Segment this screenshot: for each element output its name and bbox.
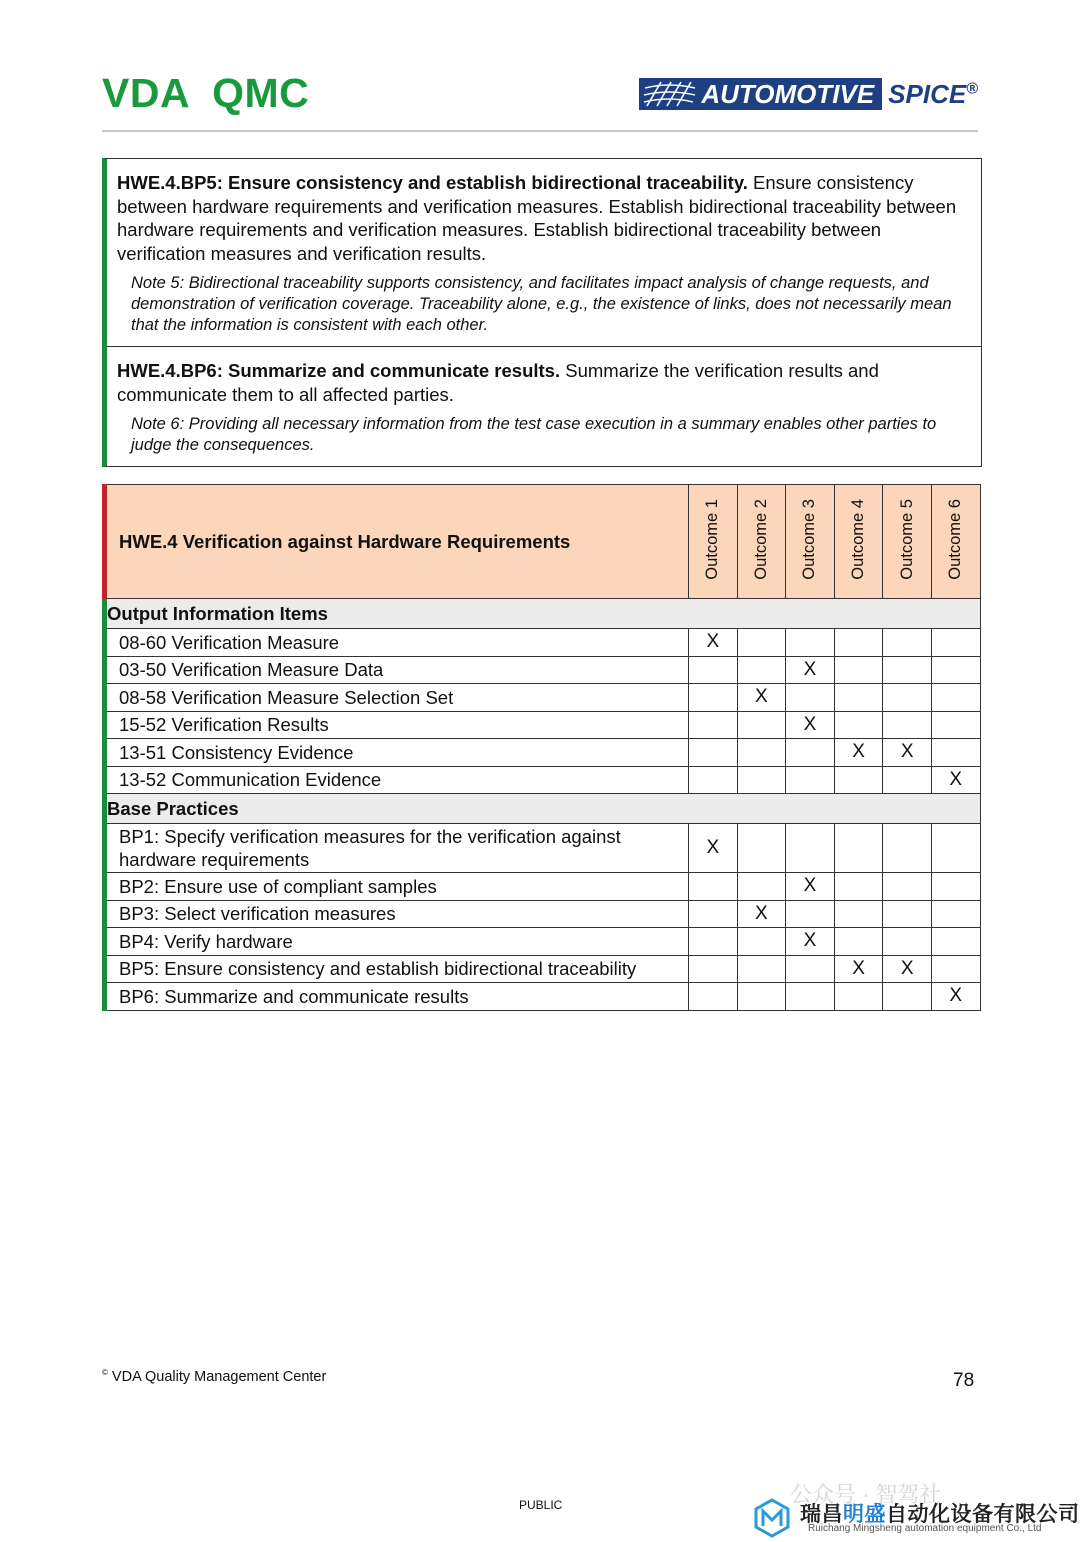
- outcome-3-cell: [786, 900, 835, 928]
- output-item-row-label: 08-60 Verification Measure: [105, 629, 689, 657]
- outcome-header: Outcome 6: [931, 485, 980, 599]
- spice-word: SPICE: [888, 78, 967, 109]
- outcome-3-cell: X: [786, 656, 835, 684]
- outcome-5-cell: [883, 766, 932, 794]
- outcome-5-cell: [883, 656, 932, 684]
- company-name-en: Ruichang Mingsheng automation equipment Co., Ltd: [808, 1523, 1042, 1534]
- output-item-row: [105, 629, 981, 657]
- outcome-6-cell: [931, 900, 980, 928]
- output-item-row: [105, 684, 981, 712]
- section-header-row: [105, 794, 981, 824]
- outcome-3-cell: [786, 824, 835, 873]
- outcome-4-cell: [834, 711, 883, 739]
- outcome-5-cell: [883, 711, 932, 739]
- outcome-3-cell: [786, 684, 835, 712]
- outcome-2-cell: [737, 873, 786, 901]
- outcome-5-cell: [883, 983, 932, 1011]
- outcome-4-cell: [834, 873, 883, 901]
- output-item-row: [105, 766, 981, 794]
- outcome-1-cell: X: [689, 824, 738, 873]
- copyright-symbol: ©: [102, 1368, 108, 1377]
- base-practice-row: [105, 873, 981, 901]
- bp6-title: HWE.4.BP6: Summarize and communicate results.: [117, 360, 561, 381]
- classification-label: PUBLIC: [519, 1498, 563, 1512]
- outcome-1-cell: [689, 928, 738, 956]
- outcome-2-cell: [737, 656, 786, 684]
- outcome-5-cell: [883, 900, 932, 928]
- outcome-2-cell: X: [737, 684, 786, 712]
- output-item-row-label: 03-50 Verification Measure Data: [105, 656, 689, 684]
- bp6-note: Note 6: Providing all necessary information from the test case execution in a summary enables other parties to judge the consequences.: [131, 415, 937, 454]
- outcome-1-cell: [689, 873, 738, 901]
- output-item-row: [105, 656, 981, 684]
- output-item-row-label: 13-51 Consistency Evidence: [105, 739, 689, 767]
- outcome-6-cell: [931, 711, 980, 739]
- outcome-1-cell: [689, 739, 738, 767]
- watermark-text: 公众号 · 智驾社: [790, 1482, 942, 1507]
- outcome-3-cell: [786, 766, 835, 794]
- page-header: [102, 70, 978, 130]
- output-item-row-label: 13-52 Communication Evidence: [105, 766, 689, 794]
- outcome-5-cell: [883, 873, 932, 901]
- outcome-1-cell: X: [689, 629, 738, 657]
- outcome-header: Outcome 3: [786, 485, 835, 599]
- base-practice-row: [105, 983, 981, 1011]
- outcome-header: Outcome 4: [834, 485, 883, 599]
- matrix-title: HWE.4 Verification against Hardware Requirements: [105, 485, 689, 599]
- outcome-5-cell: X: [883, 955, 932, 983]
- base-practice-row-label: BP6: Summarize and communicate results: [105, 983, 689, 1011]
- vda-logo-text: VDA: [102, 70, 191, 116]
- company-name-cn: 瑞昌明盛自动化设备有限公司: [800, 1503, 1080, 1526]
- company-watermark: [752, 1496, 1080, 1540]
- outcome-2-cell: X: [737, 900, 786, 928]
- outcome-header: Outcome 1: [689, 485, 738, 599]
- outcome-6-cell: [931, 824, 980, 873]
- section-header: Output Information Items: [105, 599, 981, 629]
- outcome-2-cell: [737, 739, 786, 767]
- vda-qmc-logo: [102, 70, 309, 117]
- outcome-header: Outcome 2: [737, 485, 786, 599]
- copyright-text: VDA Quality Management Center: [107, 1368, 327, 1385]
- outcome-header: Outcome 5: [883, 485, 932, 599]
- bp5-section: [107, 159, 981, 346]
- outcome-1-cell: [689, 955, 738, 983]
- outcome-6-cell: [931, 656, 980, 684]
- base-practice-box: [102, 158, 982, 467]
- outcome-2-cell: [737, 983, 786, 1011]
- outcome-4-cell: [834, 928, 883, 956]
- outcome-6-cell: [931, 928, 980, 956]
- outcome-6-cell: [931, 873, 980, 901]
- outcome-5-cell: [883, 824, 932, 873]
- header-divider: [102, 130, 978, 132]
- outcome-5-cell: [883, 629, 932, 657]
- outcome-6-cell: [931, 684, 980, 712]
- outcome-3-cell: X: [786, 711, 835, 739]
- outcome-5-cell: [883, 928, 932, 956]
- section-header-row: [105, 599, 981, 629]
- matrix-header-row: [105, 485, 981, 599]
- outcome-1-cell: [689, 684, 738, 712]
- base-practice-row-label: BP1: Specify verification measures for the verification against hardware requirements: [105, 824, 689, 873]
- base-practice-row: [105, 824, 981, 873]
- base-practice-row-label: BP4: Verify hardware: [105, 928, 689, 956]
- outcome-1-cell: [689, 983, 738, 1011]
- section-header: Base Practices: [105, 794, 981, 824]
- outcome-4-cell: [834, 629, 883, 657]
- automotive-spice-logo: [639, 78, 978, 110]
- outcome-3-cell: X: [786, 928, 835, 956]
- bp5-title: HWE.4.BP5: Ensure consistency and establish bidirectional traceability.: [117, 172, 748, 193]
- bp5-text: Ensure consistency between hardware requirements and verification measures. Establish bidirectional traceability between hardware requirements and verification measures. Establish bidirectional traceability between verification measures and verification results.: [117, 172, 957, 264]
- outcome-matrix-table: [102, 484, 981, 1011]
- outcome-3-cell: [786, 629, 835, 657]
- bp5-note: Note 5: Bidirectional traceability supports consistency, and facilitates impact analysis of change requests, and demonstration of verification coverage. Traceability alone, e.g., the existence of links, does not necessarily mean that the information is consistent with each other.: [131, 274, 952, 334]
- outcome-5-cell: [883, 684, 932, 712]
- outcome-2-cell: [737, 629, 786, 657]
- outcome-6-cell: X: [931, 766, 980, 794]
- outcome-4-cell: [834, 824, 883, 873]
- outcome-1-cell: [689, 711, 738, 739]
- outcome-5-cell: X: [883, 739, 932, 767]
- outcome-1-cell: [689, 900, 738, 928]
- registered-mark: ®: [966, 79, 978, 97]
- bp6-section: [107, 346, 981, 466]
- outcome-4-cell: X: [834, 955, 883, 983]
- base-practice-row-label: BP5: Ensure consistency and establish bidirectional traceability: [105, 955, 689, 983]
- outcome-2-cell: [737, 766, 786, 794]
- output-item-row-label: 08-58 Verification Measure Selection Set: [105, 684, 689, 712]
- outcome-4-cell: [834, 983, 883, 1011]
- base-practice-row-label: BP2: Ensure use of compliant samples: [105, 873, 689, 901]
- base-practice-row: [105, 928, 981, 956]
- output-item-row-label: 15-52 Verification Results: [105, 711, 689, 739]
- bp6-text: Summarize the verification results and communicate them to all affected parties.: [117, 360, 879, 405]
- base-practice-row: [105, 900, 981, 928]
- outcome-1-cell: [689, 656, 738, 684]
- base-practice-row: [105, 955, 981, 983]
- outcome-2-cell: [737, 824, 786, 873]
- outcome-3-cell: [786, 955, 835, 983]
- outcome-4-cell: [834, 684, 883, 712]
- outcome-6-cell: [931, 739, 980, 767]
- outcome-6-cell: [931, 955, 980, 983]
- outcome-4-cell: [834, 900, 883, 928]
- base-practice-row-label: BP3: Select verification measures: [105, 900, 689, 928]
- outcome-4-cell: X: [834, 739, 883, 767]
- outcome-6-cell: [931, 629, 980, 657]
- output-item-row: [105, 739, 981, 767]
- company-logo-icon: [752, 1498, 792, 1538]
- outcome-4-cell: [834, 766, 883, 794]
- outcome-3-cell: [786, 739, 835, 767]
- outcome-1-cell: [689, 766, 738, 794]
- outcome-3-cell: X: [786, 873, 835, 901]
- outcome-2-cell: [737, 955, 786, 983]
- copyright-footer: [102, 1368, 326, 1385]
- globe-icon: [643, 80, 697, 108]
- automotive-word: AUTOMOTIVE: [701, 79, 875, 109]
- page-number: 78: [953, 1370, 975, 1391]
- qmc-logo-text: QMC: [212, 70, 310, 116]
- outcome-3-cell: [786, 983, 835, 1011]
- outcome-6-cell: X: [931, 983, 980, 1011]
- output-item-row: [105, 711, 981, 739]
- outcome-2-cell: [737, 711, 786, 739]
- outcome-2-cell: [737, 928, 786, 956]
- outcome-4-cell: [834, 656, 883, 684]
